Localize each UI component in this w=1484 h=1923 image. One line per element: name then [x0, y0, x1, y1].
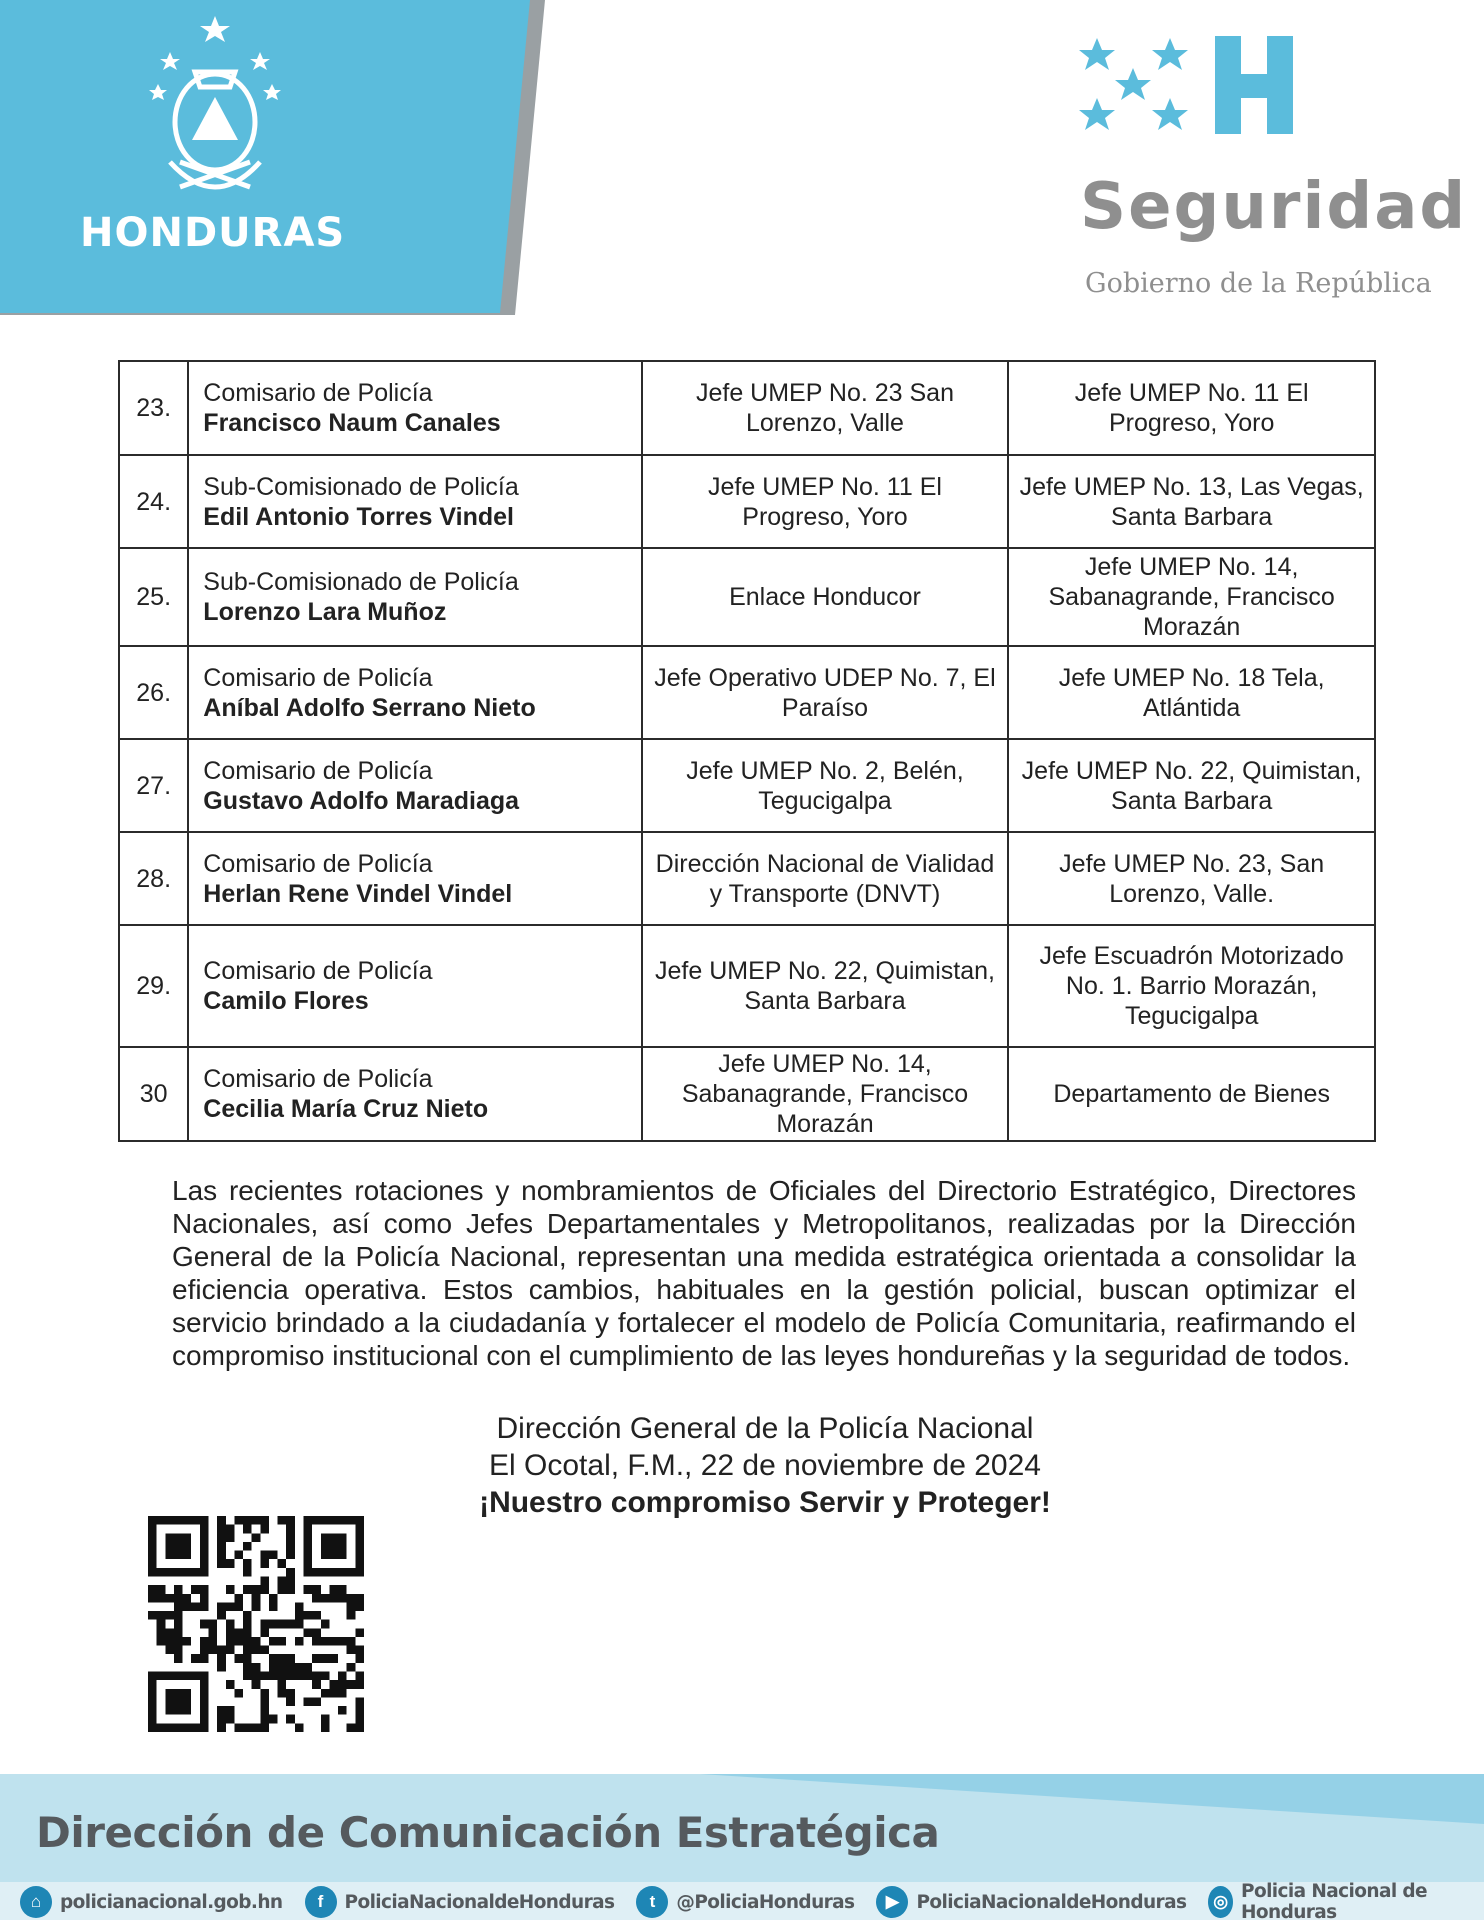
table-row [119, 1047, 1375, 1141]
row-number: 30 [119, 1047, 188, 1141]
social-label: PoliciaNacionaldeHonduras [344, 1891, 615, 1913]
new-post: Jefe UMEP No. 14, Sabanagrande, Francisco Morazán [1008, 548, 1375, 646]
social-label: @PoliciaHonduras [676, 1891, 855, 1913]
new-post: Jefe UMEP No. 18 Tela, Atlántida [1008, 646, 1375, 739]
officer-cell [188, 739, 641, 832]
facebook-icon: f [305, 1886, 337, 1918]
officer-name: Lorenzo Lara Muñoz [203, 598, 447, 626]
new-post: Jefe UMEP No. 11 El Progreso, Yoro [1008, 361, 1375, 455]
officer-name: Gustavo Adolfo Maradiaga [203, 786, 520, 815]
footer-title: Dirección de Comunicación Estratégica [36, 1808, 940, 1857]
social-link-website[interactable] [20, 1886, 283, 1918]
new-post: Jefe UMEP No. 23, San Lorenzo, Valle. [1008, 832, 1375, 925]
officer-cell [188, 455, 641, 548]
row-number: 24. [119, 455, 188, 548]
table-row [119, 832, 1375, 925]
social-link-instagram[interactable] [1208, 1881, 1462, 1923]
table-row [119, 455, 1375, 548]
officer-name: Cecilia María Cruz Nieto [203, 1095, 489, 1123]
instagram-icon: ◎ [1208, 1886, 1233, 1918]
twitter-icon: t [636, 1886, 668, 1918]
table-row [119, 361, 1375, 455]
officer-cell [188, 646, 641, 739]
officer-rank: Comisario de Policía [203, 663, 433, 692]
social-label: Policia Nacional de Honduras [1241, 1881, 1427, 1923]
qr-code [148, 1516, 364, 1737]
country-name: HONDURAS [80, 210, 346, 256]
previous-post: Jefe UMEP No. 14, Sabanagrande, Francisco Morazán [642, 1047, 1009, 1141]
previous-post: Jefe UMEP No. 23 San Lorenzo, Valle [642, 361, 1009, 455]
new-post: Jefe UMEP No. 13, Las Vegas, Santa Barbara [1008, 455, 1375, 548]
officer-cell [188, 361, 641, 455]
social-link-facebook[interactable] [305, 1886, 615, 1918]
row-number: 29. [119, 925, 188, 1047]
home-icon: ⌂ [20, 1886, 52, 1918]
previous-post: Enlace Honducor [642, 548, 1009, 646]
officer-name: Edil Antonio Torres Vindel [203, 502, 514, 531]
officer-name: Aníbal Adolfo Serrano Nieto [203, 693, 536, 722]
officer-name: Camilo Flores [203, 987, 369, 1015]
star-h-icon [1075, 30, 1475, 170]
previous-post: Jefe Operativo UDEP No. 7, El Paraíso [642, 646, 1009, 739]
officer-name: Herlan Rene Vindel Vindel [203, 879, 513, 908]
table-row [119, 925, 1375, 1047]
header-corner-banner [0, 0, 560, 315]
new-post: Departamento de Bienes [1008, 1047, 1375, 1141]
previous-post: Jefe UMEP No. 2, Belén, Tegucigalpa [642, 739, 1009, 832]
social-link-twitter[interactable] [636, 1886, 854, 1918]
previous-post: Dirección Nacional de Vialidad y Transporte (DNVT) [642, 832, 1009, 925]
table-row [119, 548, 1375, 646]
row-number: 25. [119, 548, 188, 646]
brand-subtitle: Gobierno de la República [1085, 268, 1432, 299]
youtube-icon: ▶ [876, 1886, 908, 1918]
brand-name: Seguridad [1080, 170, 1468, 244]
signoff-motto: ¡Nuestro compromiso Servir y Proteger! [479, 1486, 1051, 1519]
statement-paragraph: Las recientes rotaciones y nombramientos de Oficiales del Directorio Estratégico, Directores Nacionales, así como Jefes Departamentales y Metropolitanos, realizadas por la Dirección General de la Policía Nacional, representan una medida estratégica orientada a consolidar la eficiencia operativa. Estos cambios, habituales en la gestión policial, buscan optimizar el servicio brindado a la ciudadanía y fortalecer el modelo de Policía Comunitaria, reafirmando el compromiso institucional con el cumplimiento de las leyes hondureñas y la seguridad de todos. [172, 1175, 1356, 1371]
signoff-block [440, 1410, 1090, 1521]
officer-cell [188, 548, 641, 646]
officer-rank: Comisario de Policía [203, 849, 433, 878]
previous-post: Jefe UMEP No. 11 El Progreso, Yoro [642, 455, 1009, 548]
officer-rotation-table [118, 360, 1376, 1142]
officer-cell [188, 1047, 641, 1141]
social-links [0, 1881, 1484, 1923]
signoff-place-date: El Ocotal, F.M., 22 de noviembre de 2024 [489, 1449, 1041, 1482]
row-number: 23. [119, 361, 188, 455]
footer [0, 1774, 1484, 1923]
social-label: PoliciaNacionaldeHonduras [916, 1891, 1187, 1913]
officer-cell [188, 832, 641, 925]
officer-rank: Comisario de Policía [203, 379, 433, 407]
officer-rank: Comisario de Policía [203, 1065, 433, 1093]
table-row [119, 739, 1375, 832]
row-number: 26. [119, 646, 188, 739]
officer-cell [188, 925, 641, 1047]
officer-rank: Sub-Comisionado de Policía [203, 568, 519, 596]
social-label: policianacional.gob.hn [60, 1891, 283, 1913]
row-number: 28. [119, 832, 188, 925]
officer-rank: Comisario de Policía [203, 957, 433, 985]
table-row [119, 646, 1375, 739]
social-link-youtube[interactable] [876, 1886, 1186, 1918]
row-number: 27. [119, 739, 188, 832]
new-post: Jefe Escuadrón Motorizado No. 1. Barrio Morazán, Tegucigalpa [1008, 925, 1375, 1047]
new-post: Jefe UMEP No. 22, Quimistan, Santa Barbara [1008, 739, 1375, 832]
officer-name: Francisco Naum Canales [203, 409, 501, 437]
signoff-authority: Dirección General de la Policía Nacional [496, 1412, 1034, 1445]
previous-post: Jefe UMEP No. 22, Quimistan, Santa Barbara [642, 925, 1009, 1047]
government-logo [1075, 30, 1475, 299]
officer-rank: Sub-Comisionado de Policía [203, 472, 519, 501]
officer-rank: Comisario de Policía [203, 756, 433, 785]
